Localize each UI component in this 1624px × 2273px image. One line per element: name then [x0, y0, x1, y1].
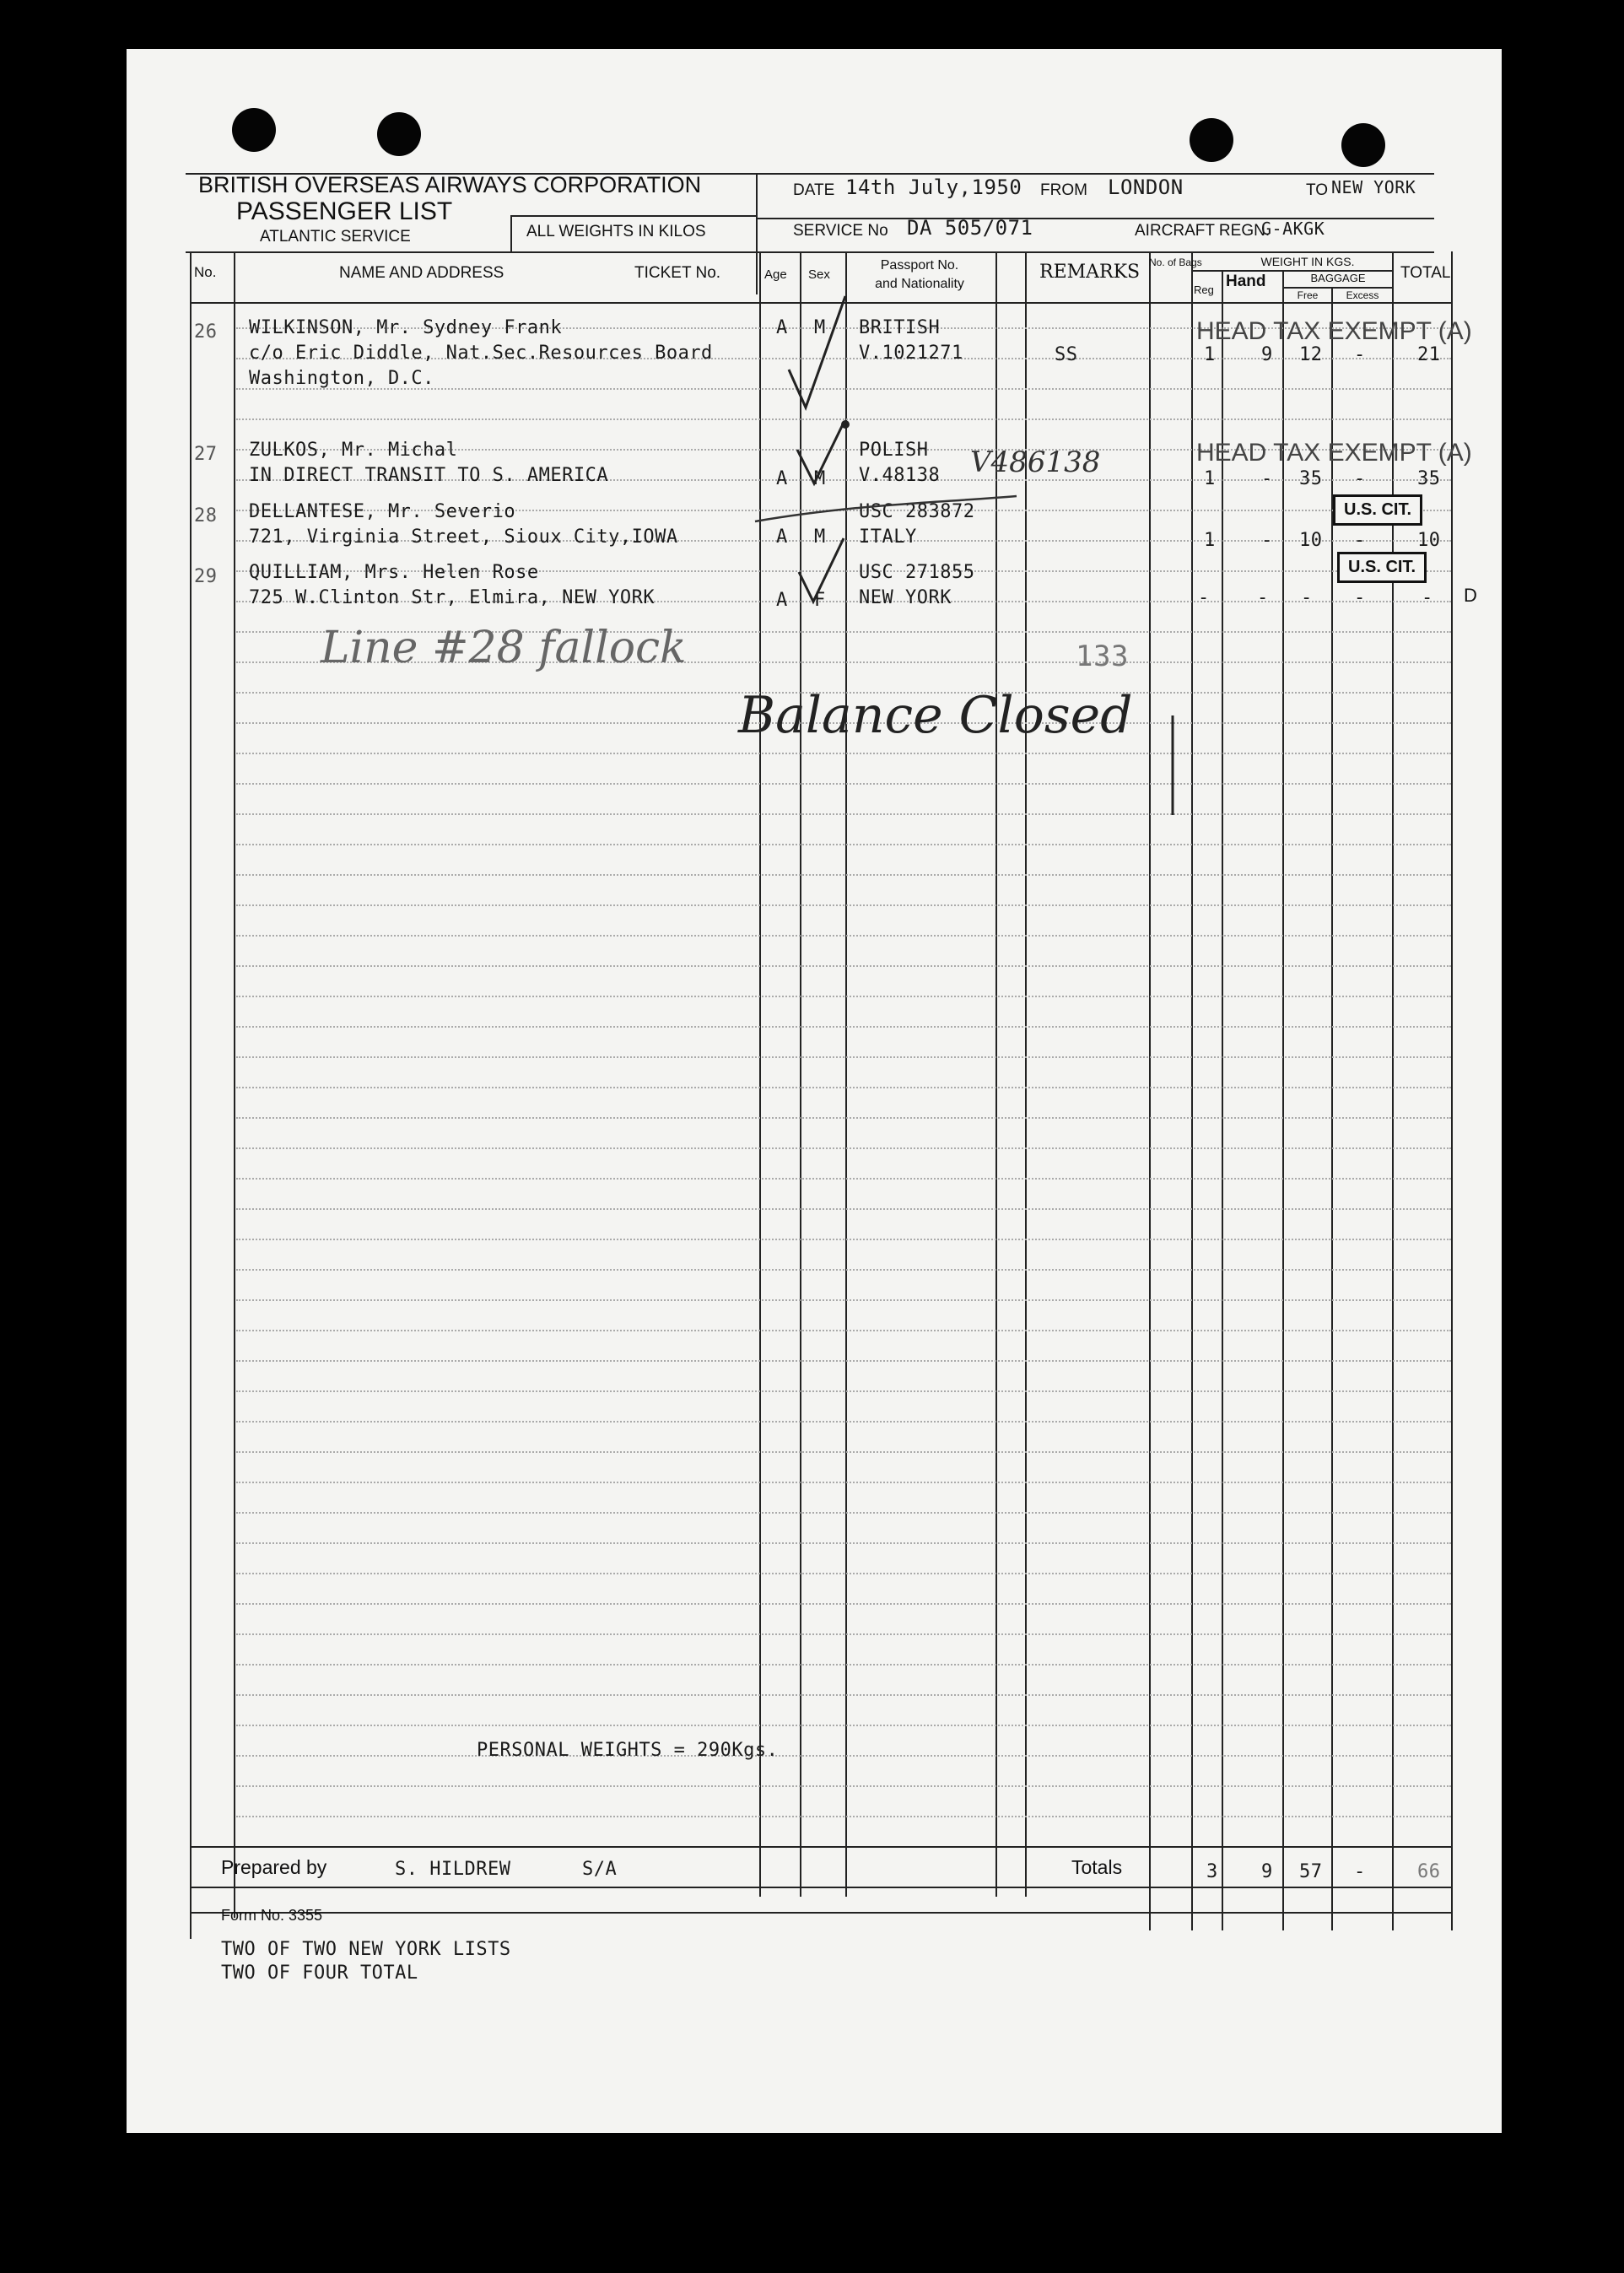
row-guide-line: [236, 1239, 1451, 1240]
checkmark-icon: [793, 416, 861, 492]
passport-nationality: ITALY: [859, 526, 917, 548]
row-no: 28: [194, 505, 218, 526]
excess-weight: -: [1354, 587, 1366, 608]
total-weight: 35: [1417, 468, 1441, 489]
col-age: Age: [764, 267, 787, 282]
hand-weight: -: [1261, 530, 1273, 551]
row-guide-line: [236, 1299, 1451, 1301]
row-guide-line: [236, 1725, 1451, 1726]
head-tax-annotation: HEAD TAX EXEMPT (A): [1196, 439, 1472, 467]
us-citizen-stamp: U.S. CIT.: [1333, 494, 1422, 526]
row-guide-line: [236, 1087, 1451, 1088]
weights-note: ALL WEIGHTS IN KILOS: [526, 223, 706, 240]
passport-nationality: BRITISH: [859, 317, 941, 338]
passport-number: USC 283872: [859, 501, 975, 522]
row-guide-line: [236, 844, 1451, 845]
col-ticket: TICKET No.: [634, 264, 721, 282]
passenger-address: 721, Virginia Street, Sioux City,IOWA: [249, 526, 678, 548]
passenger-age: A: [776, 590, 788, 611]
col-excess: Excess: [1346, 289, 1379, 301]
row-guide-line: [236, 1056, 1451, 1058]
row-guide-line: [236, 1451, 1451, 1453]
head-tax-annotation: HEAD TAX EXEMPT (A): [1196, 317, 1472, 345]
hand-weight: -: [1257, 587, 1269, 608]
row-guide-line: [236, 1360, 1451, 1362]
col-sex: Sex: [808, 267, 830, 282]
checkmark-icon: [795, 534, 854, 610]
prepared-by-name: S. HILDREW: [395, 1859, 511, 1880]
col-free: Free: [1297, 289, 1319, 301]
free-weight: 10: [1299, 530, 1323, 551]
hand-weight: 9: [1261, 344, 1273, 365]
row-guide-line: [236, 874, 1451, 876]
row-guide-line: [236, 1390, 1451, 1392]
excess-weight: -: [1354, 468, 1366, 489]
row-guide-line: [236, 1269, 1451, 1271]
row-guide-line: [236, 1512, 1451, 1514]
row-guide-line: [236, 935, 1451, 937]
list-note-1: TWO OF TWO NEW YORK LISTS: [221, 1939, 511, 1960]
row-guide-line: [236, 996, 1451, 997]
col-bags-reg: Reg: [1194, 283, 1214, 296]
free-weight: 12: [1299, 344, 1323, 365]
passenger-age: A: [776, 526, 788, 548]
aircraft-label: AIRCRAFT REGN.: [1135, 222, 1271, 240]
excess-weight: -: [1354, 530, 1366, 551]
excess-weight: -: [1354, 344, 1366, 365]
passenger-sex: M: [814, 526, 826, 548]
passenger-name: DELLANTESE, Mr. Severio: [249, 501, 516, 522]
passenger-address-2: Washington, D.C.: [249, 368, 434, 389]
passenger-sex: M: [814, 317, 826, 338]
passenger-sex: M: [814, 468, 826, 489]
hand-weight: -: [1261, 468, 1273, 489]
passenger-list-document: [127, 49, 1502, 2133]
row-guide-line: [236, 1330, 1451, 1331]
row-guide-line: [236, 1147, 1451, 1149]
passenger-address: 725 W.Clinton Str, Elmira, NEW YORK: [249, 587, 656, 608]
col-passport-2: and Nationality: [875, 277, 964, 291]
passenger-name: ZULKOS, Mr. Michal: [249, 440, 458, 461]
passenger-address: c/o Eric Diddle, Nat.Sec.Resources Board: [249, 343, 713, 364]
row-guide-line: [236, 1026, 1451, 1028]
date-label: DATE: [793, 181, 835, 199]
row-guide-line: [236, 1664, 1451, 1666]
passport-nationality: NEW YORK: [859, 587, 952, 608]
row-guide-line: [236, 1208, 1451, 1210]
row-guide-line: [236, 753, 1451, 754]
prepared-by-label: Prepared by: [221, 1856, 327, 1878]
handwritten-number: 133: [1076, 640, 1129, 673]
row-guide-line: [236, 783, 1451, 785]
passport-nationality: POLISH: [859, 440, 929, 461]
us-citizen-stamp: U.S. CIT.: [1337, 552, 1427, 583]
prepared-by-title: S/A: [582, 1859, 618, 1880]
row-guide-line: [236, 1573, 1451, 1574]
passenger-age: A: [776, 468, 788, 489]
side-mark: D: [1464, 585, 1477, 606]
passenger-name: QUILLIAM, Mrs. Helen Rose: [249, 562, 539, 583]
punch-hole-icon: [1341, 123, 1385, 167]
handwritten-passport-correction: V486138: [970, 445, 1101, 479]
bags-count: 1: [1204, 530, 1216, 551]
col-no: No.: [194, 264, 217, 280]
col-remarks: REMARKS: [1039, 262, 1141, 283]
row-no: 29: [194, 566, 218, 587]
punch-hole-icon: [232, 108, 276, 152]
service-no-label: SERVICE No: [793, 222, 888, 240]
list-note-2: TWO OF FOUR TOTAL: [221, 1963, 418, 1984]
row-guide-line: [236, 1482, 1451, 1483]
row-guide-line: [236, 1633, 1451, 1635]
col-hand: Hand: [1226, 273, 1266, 290]
row-no: 27: [194, 444, 218, 465]
row-guide-line: [236, 965, 1451, 967]
service-type: ATLANTIC SERVICE: [260, 228, 411, 246]
row-guide-line: [236, 904, 1451, 906]
personal-weights-note: PERSONAL WEIGHTS = 290Kgs.: [477, 1740, 779, 1761]
total-weight: -: [1422, 587, 1433, 608]
passenger-age: A: [776, 317, 788, 338]
remarks: SS: [1055, 344, 1078, 365]
row-guide-line: [236, 1785, 1451, 1787]
total-weight: 21: [1417, 344, 1441, 365]
bags-count: 1: [1204, 468, 1216, 489]
passport-number: USC 271855: [859, 562, 975, 583]
col-name-address: NAME AND ADDRESS: [339, 264, 504, 282]
row-guide-line: [236, 1603, 1451, 1605]
row-no: 26: [194, 321, 218, 343]
handwritten-line-note: Line #28 fallock: [321, 623, 687, 673]
aircraft-value: G-AKGK: [1261, 219, 1325, 239]
totals-bags: 3: [1206, 1861, 1218, 1882]
passenger-sex: F: [814, 590, 826, 611]
date-value: 14th July,1950: [845, 175, 1022, 199]
passport-number: V.1021271: [859, 343, 963, 364]
row-guide-line: [236, 1421, 1451, 1423]
to-value: NEW YORK: [1331, 177, 1416, 197]
totals-excess: -: [1354, 1861, 1366, 1882]
handwritten-balance-note: Balance Closed: [738, 686, 1133, 745]
row-guide-line: [236, 1117, 1451, 1119]
bags-count: -: [1198, 587, 1210, 608]
row-guide-line: [236, 1542, 1451, 1544]
row-guide-line: [236, 1816, 1451, 1817]
col-passport-1: Passport No.: [880, 258, 959, 273]
from-label: FROM: [1040, 181, 1087, 199]
bags-count: 1: [1204, 344, 1216, 365]
totals-free: 57: [1299, 1861, 1323, 1882]
col-bags: No. of Bags: [1149, 256, 1202, 268]
col-baggage: BAGGAGE: [1310, 272, 1366, 284]
totals-label: Totals: [1071, 1856, 1123, 1878]
page-title: PASSENGER LIST: [236, 197, 453, 225]
company-name: BRITISH OVERSEAS AIRWAYS CORPORATION: [198, 172, 702, 197]
col-weight-group: WEIGHT IN KGS.: [1260, 255, 1355, 268]
ink-bracket-line: [1164, 715, 1181, 817]
col-total: TOTAL: [1400, 264, 1451, 282]
totals-hand: 9: [1261, 1861, 1273, 1882]
checkmark-icon: [785, 289, 852, 416]
to-label: TO: [1306, 181, 1329, 199]
passenger-name: WILKINSON, Mr. Sydney Frank: [249, 317, 563, 338]
punch-hole-icon: [1190, 118, 1233, 162]
form-number: Form No. 3355: [221, 1907, 323, 1924]
totals-total: 66: [1417, 1861, 1441, 1882]
row-guide-line: [236, 1755, 1451, 1757]
row-guide-line: [236, 1178, 1451, 1180]
punch-hole-icon: [377, 112, 421, 156]
table-left-border: [190, 251, 192, 1939]
ink-strike-line: [751, 488, 1021, 538]
passport-number: V.48138: [859, 465, 941, 486]
free-weight: 35: [1299, 468, 1323, 489]
from-value: LONDON: [1108, 175, 1184, 199]
row-guide-line: [236, 813, 1451, 815]
service-no-value: DA 505/071: [907, 216, 1033, 240]
total-weight: 10: [1417, 530, 1441, 551]
free-weight: -: [1301, 587, 1313, 608]
row-guide-line: [236, 1694, 1451, 1696]
passenger-address: IN DIRECT TRANSIT TO S. AMERICA: [249, 465, 609, 486]
